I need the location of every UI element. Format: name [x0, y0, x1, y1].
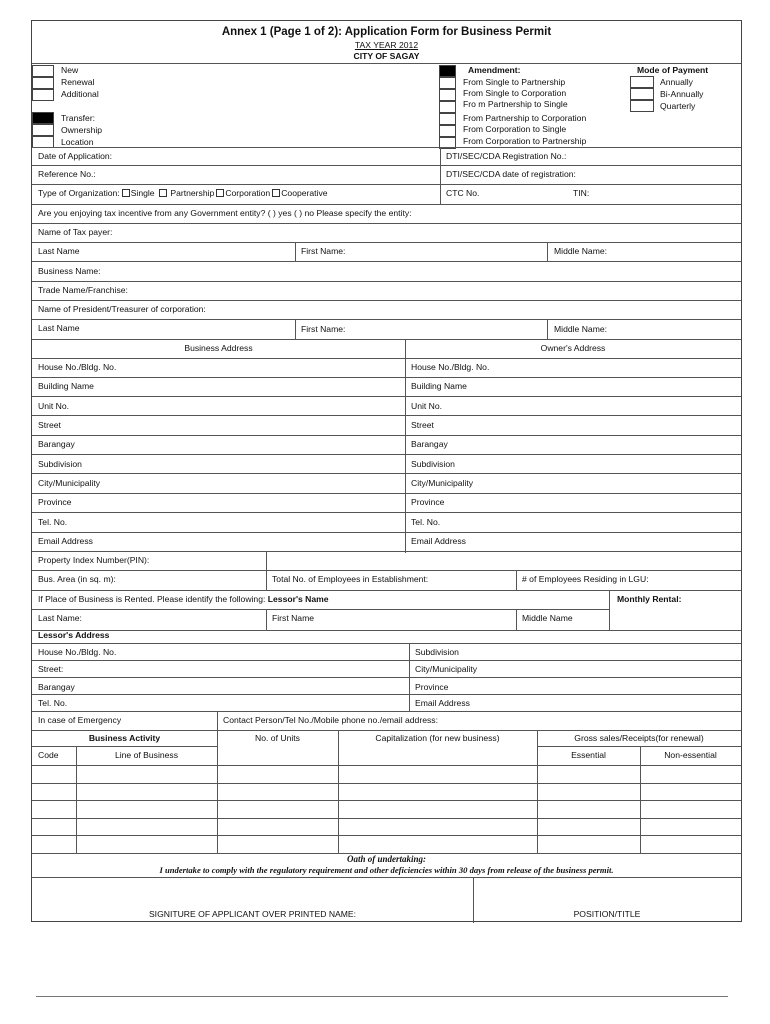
- new-label: New: [61, 65, 79, 75]
- organization-type-label: Type of Organization:: [38, 188, 120, 198]
- lessor-last-name-field[interactable]: Last Name:: [38, 613, 82, 623]
- amendment-option-5[interactable]: [439, 125, 456, 137]
- quarterly-checkbox[interactable]: [630, 100, 654, 112]
- business-name-field[interactable]: Business Name:: [38, 266, 101, 276]
- non-essential-header: Non-essential: [664, 750, 717, 760]
- lessor-province-field[interactable]: Province: [415, 682, 449, 692]
- lessor-name-label: Lessor's Name: [267, 594, 329, 604]
- lessor-middle-name-field[interactable]: Middle Name: [522, 613, 573, 623]
- taxpayer-last-name-field[interactable]: Last Name: [38, 246, 80, 256]
- code-header: Code: [38, 750, 59, 760]
- business-area-field[interactable]: Bus. Area (in sq. m):: [38, 574, 116, 584]
- position-title-field[interactable]: POSITION/TITLE: [573, 909, 641, 919]
- taxpayer-middle-name-field[interactable]: Middle Name:: [554, 246, 608, 256]
- amendment-checkbox[interactable]: [439, 65, 456, 77]
- single-label: Single: [130, 188, 155, 198]
- capitalization-header: Capitalization (for new business): [375, 733, 500, 743]
- pin-field[interactable]: Property Index Number(PIN):: [38, 555, 150, 565]
- owner-street-field[interactable]: Street: [411, 420, 434, 430]
- amendment-item: Fro m Partnership to Single: [463, 99, 568, 109]
- partnership-checkbox[interactable]: [159, 189, 167, 197]
- city-name: CITY OF SAGAY: [353, 51, 420, 61]
- payment-mode-label: Mode of Payment: [637, 65, 709, 75]
- business-building-name-field[interactable]: Building Name: [38, 381, 94, 391]
- monthly-rental-label: Monthly Rental:: [617, 594, 682, 604]
- amendment-item: From Corporation to Single: [463, 124, 567, 134]
- tax-incentive-question[interactable]: Are you enjoying tax incentive from any Government entity? ( ) yes ( ) no Please specify the entity:: [38, 208, 412, 218]
- lessor-address-label: Lessor's Address: [38, 630, 110, 640]
- table-row[interactable]: [32, 835, 741, 836]
- president-middle-name-field[interactable]: Middle Name:: [554, 324, 608, 334]
- owner-house-no-field[interactable]: House No./Bldg. No.: [411, 362, 490, 372]
- annually-checkbox[interactable]: [630, 76, 654, 88]
- lessor-city-field[interactable]: City/Municipality: [415, 664, 478, 674]
- lessor-tel-no-field[interactable]: Tel. No.: [38, 698, 68, 708]
- amendment-option-3[interactable]: [439, 101, 456, 113]
- president-first-name-field[interactable]: First Name:: [301, 324, 346, 334]
- business-permit-form: [31, 20, 742, 922]
- oath-title: Oath of undertaking:: [346, 854, 426, 864]
- organization-type-row: [38, 188, 328, 199]
- single-checkbox[interactable]: [122, 189, 130, 197]
- total-employees-field[interactable]: Total No. of Employees in Establishment:: [272, 574, 429, 584]
- emergency-label: In case of Emergency: [38, 715, 122, 725]
- business-barangay-field[interactable]: Barangay: [38, 439, 75, 449]
- corporation-checkbox[interactable]: [216, 189, 224, 197]
- owner-tel-no-field[interactable]: Tel. No.: [411, 517, 441, 527]
- emergency-contact-field[interactable]: Contact Person/Tel No./Mobile phone no./email address:: [223, 715, 438, 725]
- business-tel-no-field[interactable]: Tel. No.: [38, 517, 68, 527]
- amendment-option-2[interactable]: [439, 89, 456, 101]
- table-row[interactable]: [32, 783, 741, 784]
- owner-province-field[interactable]: Province: [411, 497, 445, 507]
- ownership-label: Ownership: [61, 125, 103, 135]
- lessor-email-field[interactable]: Email Address: [415, 698, 470, 708]
- location-label: Location: [61, 137, 94, 147]
- owner-barangay-field[interactable]: Barangay: [411, 439, 448, 449]
- amendment-label: Amendment:: [468, 65, 521, 75]
- owner-address-header: Owner's Address: [540, 343, 606, 353]
- tax-year: TAX YEAR 2012: [354, 40, 419, 50]
- gross-sales-header: Gross sales/Receipts(for renewal): [574, 733, 704, 743]
- transfer-checkbox[interactable]: [32, 112, 54, 124]
- bi-annually-label: Bi-Annually: [660, 89, 704, 99]
- additional-checkbox[interactable]: [32, 89, 54, 101]
- lgu-employees-field[interactable]: # of Employees Residing in LGU:: [522, 574, 649, 584]
- transfer-label: Transfer:: [61, 113, 96, 123]
- oath-text: I undertake to comply with the regulatory requirement and other deficiencies within 30 days from release of the business permit.: [159, 865, 614, 875]
- corporation-label: Corporation: [225, 188, 271, 198]
- dti-registration-no-field[interactable]: DTI/SEC/CDA Registration No.:: [446, 151, 567, 161]
- lessor-house-no-field[interactable]: House No./Bldg. No.: [38, 647, 117, 657]
- renewal-checkbox[interactable]: [32, 77, 54, 89]
- business-city-field[interactable]: City/Municipality: [38, 478, 101, 488]
- owner-subdivision-field[interactable]: Subdivision: [411, 459, 455, 469]
- president-name-label: Name of President/Treasurer of corporation:: [38, 304, 206, 314]
- renewal-label: Renewal: [61, 77, 95, 87]
- bi-annually-checkbox[interactable]: [630, 88, 654, 100]
- business-subdivision-field[interactable]: Subdivision: [38, 459, 82, 469]
- date-of-application-field[interactable]: Date of Application:: [38, 151, 113, 161]
- amendment-option-1[interactable]: [439, 77, 456, 89]
- partnership-label: Partnership: [170, 188, 215, 198]
- business-email-field[interactable]: Email Address: [38, 536, 93, 546]
- lessor-subdivision-field[interactable]: Subdivision: [415, 647, 459, 657]
- business-address-header: Business Address: [184, 343, 253, 353]
- tin-field[interactable]: TIN:: [573, 188, 590, 198]
- line-of-business-header: Line of Business: [114, 750, 179, 760]
- business-house-no-field[interactable]: House No./Bldg. No.: [38, 362, 117, 372]
- applicant-signature-field[interactable]: SIGNITURE OF APPLICANT OVER PRINTED NAME:: [148, 909, 357, 919]
- annually-label: Annually: [660, 77, 693, 87]
- amendment-item: From Partnership to Corporation: [463, 113, 587, 123]
- cooperative-label: Cooperative: [281, 188, 328, 198]
- lessor-first-name-field[interactable]: First Name: [272, 613, 315, 623]
- quarterly-label: Quarterly: [660, 101, 696, 111]
- cooperative-checkbox[interactable]: [272, 189, 280, 197]
- amendment-item: From Single to Corporation: [463, 88, 567, 98]
- owner-building-name-field[interactable]: Building Name: [411, 381, 467, 391]
- owner-unit-no-field[interactable]: Unit No.: [411, 401, 443, 411]
- footer-divider: [36, 996, 728, 997]
- lessor-barangay-field[interactable]: Barangay: [38, 682, 75, 692]
- new-checkbox[interactable]: [32, 65, 54, 77]
- form-title: Annex 1 (Page 1 of 2): Application Form for Business Permit: [221, 26, 552, 38]
- no-of-units-header: No. of Units: [255, 733, 300, 743]
- lessor-street-field[interactable]: Street:: [38, 664, 64, 674]
- ctc-no-field[interactable]: CTC No.: [446, 188, 480, 198]
- additional-label: Additional: [61, 89, 99, 99]
- business-street-field[interactable]: Street: [38, 420, 61, 430]
- owner-city-field[interactable]: City/Municipality: [411, 478, 474, 488]
- table-row[interactable]: [32, 818, 741, 819]
- business-unit-no-field[interactable]: Unit No.: [38, 401, 70, 411]
- amendment-item: From Corporation to Partnership: [463, 136, 587, 146]
- president-last-name-field[interactable]: Last Name: [38, 323, 80, 333]
- owner-email-field[interactable]: Email Address: [411, 536, 466, 546]
- taxpayer-first-name-field[interactable]: First Name:: [301, 246, 346, 256]
- dti-registration-date-field[interactable]: DTI/SEC/CDA date of registration:: [446, 169, 576, 179]
- trade-name-field[interactable]: Trade Name/Franchise:: [38, 285, 128, 295]
- ownership-checkbox[interactable]: [32, 124, 54, 136]
- reference-no-field[interactable]: Reference No.:: [38, 169, 96, 179]
- table-row[interactable]: [32, 800, 741, 801]
- taxpayer-name-label: Name of Tax payer:: [38, 227, 113, 237]
- business-activity-header: Business Activity: [88, 733, 161, 743]
- amendment-item: From Single to Partnership: [463, 77, 566, 87]
- essential-header: Essential: [571, 750, 606, 760]
- amendment-option-4[interactable]: [439, 113, 456, 125]
- business-province-field[interactable]: Province: [38, 497, 72, 507]
- rented-question: If Place of Business is Rented. Please identify the following: Lessor's Name: [38, 594, 329, 604]
